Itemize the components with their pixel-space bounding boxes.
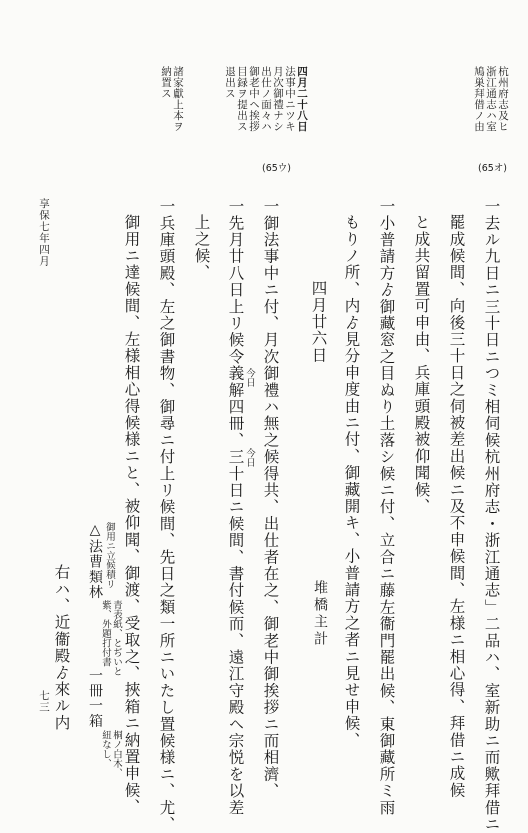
box-note-line: 桐ノ白木、 (111, 730, 122, 778)
header-note-line: 退出ス (224, 66, 236, 99)
header-note-line: 杭州府志及ヒ (497, 66, 509, 132)
header-note-line: 四月二十八日 (296, 66, 308, 132)
header-note-line: 鳩巣拜借ノ由 (473, 66, 485, 132)
header-note-line: 御老中ヘ挨拶 (248, 66, 260, 132)
box-note (100, 730, 122, 778)
header-note-line: 目録ヲ提出ス (236, 66, 248, 132)
book-desc (100, 600, 122, 676)
body-column-2: 罷成候間、向後三十日之伺被差出候ニ及不申候間、左様ニ相心得、拜借ニ成候 (447, 214, 466, 799)
body-column-10: 御用ニ達候間、左様相心得候様ニと、被仰聞、御渡、受取之、挾箱ニ納置申候、 (122, 214, 141, 816)
body-column-8: 上之候、 (192, 214, 211, 281)
header-note-line: 諸家獻上本ヲ (172, 66, 184, 132)
header-note-line: 出仕ノ面々ハ (260, 66, 272, 132)
book-desc-line: 紫、外題打付書 (100, 600, 111, 667)
body-column-5: もりノ所、内ゟ見分申度由ニ付、御藏開キ、小普請方之者ニ見せ申候、 (342, 214, 361, 749)
interlinear-note: 今日 (244, 448, 255, 467)
header-note-line: 納置ス (160, 66, 172, 99)
header-note-line: 浙江通志ハ室 (485, 66, 497, 132)
book-count: 一冊一箱 (87, 668, 103, 729)
book-note: 御用ニ立候積リ (104, 522, 115, 589)
body-column-6: 一御法事中ニ付、月次御禮ハ無之候得共、出仕者在之、御老中御挨拶ニ而相濟、 (261, 198, 280, 800)
body-column-7: 一先月廿八日上リ候令義解四冊、三十日ニ候間、書付候而、遠江守殿ヘ宗悦を以差 (226, 198, 245, 816)
book-title: △法曹類林 (87, 522, 103, 600)
header-note-65o (473, 66, 509, 136)
header-note-right (160, 66, 184, 136)
header-note-line: 法事中ニツキ (284, 66, 296, 132)
signature: 堆橋主計 (312, 580, 328, 648)
body-column-1: 一去ル九日ニ三十日ニつミ相伺候杭州府志・浙江通志」二品ハ、室新助ニ而歟拜借ニ (482, 198, 501, 833)
book-desc-line: 青表紙、とぢいと (111, 600, 122, 676)
body-column-11: 右ハ、近衞殿ゟ來ル内 (52, 564, 71, 731)
date-line: 四月廿六日 (309, 280, 328, 364)
body-column-4: 一小普請方ゟ御藏窓之目ぬり土落シ候ニ付、立合ニ藤左衞門罷出候、東御藏所ミ雨 (377, 198, 396, 816)
page-marker-65u: (65ウ) (262, 163, 292, 174)
page-number: 七三 (38, 690, 50, 713)
header-note-line: 月次御禮ナシ (272, 66, 284, 132)
box-note-line: 紐なし、 (100, 730, 111, 768)
body-column-3: と成共留置可申由、兵庫頭殿被仰聞候、 (412, 214, 431, 515)
footer-date: 享保七年四月 (38, 198, 50, 267)
header-note-65u (224, 66, 308, 142)
page-marker-65o: (65オ) (478, 163, 508, 174)
interlinear-note: 今日 (244, 368, 255, 387)
body-column-9: 一兵庫頭殿、左之御書物、御尋ニ付上リ候間、先日之類一所ニいたし置候様ニ、尤、 (157, 198, 176, 833)
